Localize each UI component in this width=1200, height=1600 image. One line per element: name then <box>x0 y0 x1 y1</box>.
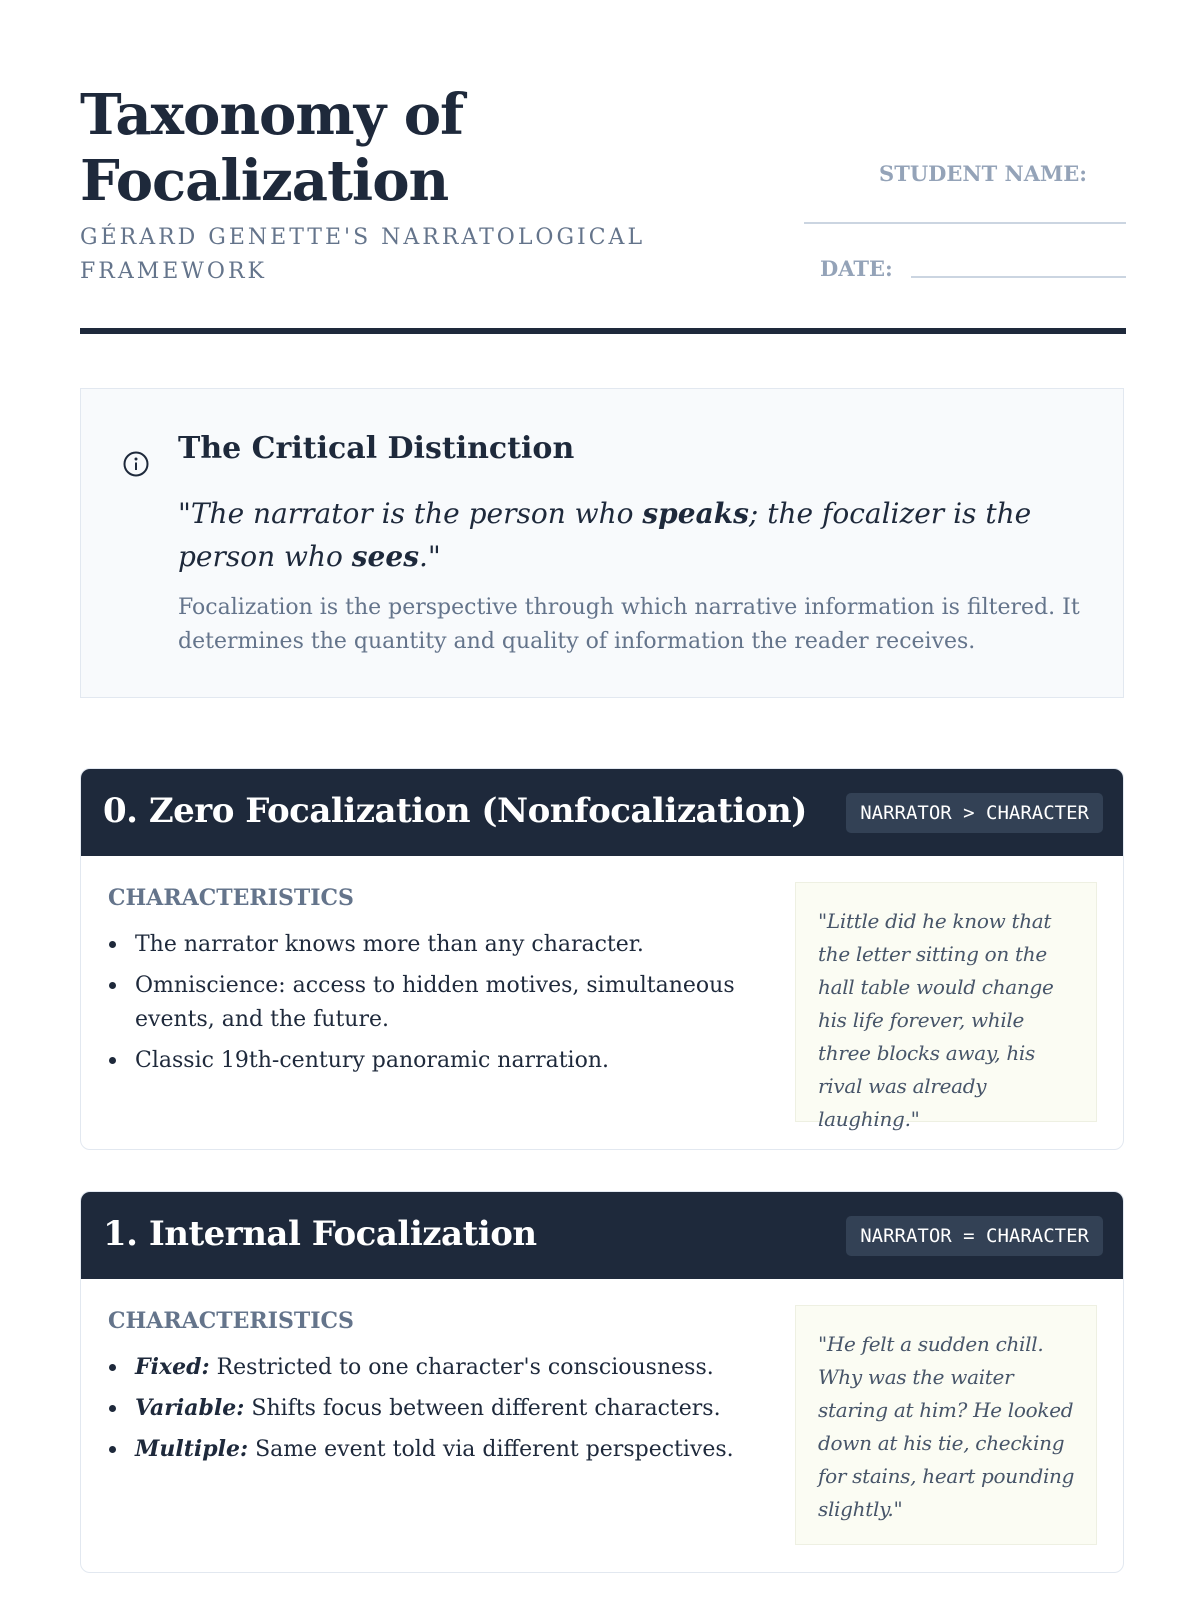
section-title: 0. Zero Focalization (Nonfocalization) <box>103 791 807 831</box>
example-quote-box <box>795 1305 1097 1545</box>
callout-quote: "The narrator is the person who speaks; the focalizer is the person who sees." <box>178 497 1032 573</box>
section-header <box>81 1192 1123 1279</box>
bullet-icon <box>109 941 116 948</box>
list-item: Classic 19th-century panoramic narration. <box>108 1043 748 1078</box>
example-quote: "He felt a sudden chill. Why was the waiter staring at him? He looked down at his tie, checking for stains, heart pounding slightly." <box>818 1332 1075 1521</box>
characteristics-heading: CHARACTERISTICS <box>108 885 354 911</box>
page-title: Taxonomy of Focalization <box>80 82 464 214</box>
relation-badge: NARRATOR = CHARACTER <box>846 1216 1103 1256</box>
list-item: The narrator knows more than any character. <box>108 927 748 962</box>
section-header <box>81 769 1123 856</box>
critical-distinction-callout <box>80 388 1124 698</box>
list-item: Multiple: Same event told via different perspectives. <box>108 1432 748 1467</box>
bullet-icon <box>109 1405 116 1412</box>
bullet-icon <box>109 1364 116 1371</box>
student-name-field[interactable] <box>804 222 1126 224</box>
section-internal-focalization <box>80 1191 1124 1573</box>
characteristics-list <box>108 1350 748 1473</box>
section-zero-focalization <box>80 768 1124 1150</box>
characteristics-list <box>108 927 748 1084</box>
header-divider <box>80 328 1126 334</box>
bullet-icon <box>109 1446 116 1453</box>
example-quote: "Little did he know that the letter sitting on the hall table would change his life forever, while three blocks away, his rival was already laughing." <box>818 909 1054 1131</box>
date-label: DATE: <box>820 256 893 281</box>
info-icon <box>122 450 150 478</box>
student-name-label: STUDENT NAME: <box>879 161 1087 186</box>
bullet-icon <box>109 1057 116 1064</box>
date-field[interactable] <box>911 276 1126 278</box>
characteristics-heading: CHARACTERISTICS <box>108 1308 354 1334</box>
page-subtitle: GÉRARD GENETTE'S NARRATOLOGICAL FRAMEWORK <box>80 225 646 284</box>
section-title: 1. Internal Focalization <box>103 1214 537 1254</box>
example-quote-box <box>795 882 1097 1131</box>
relation-badge: NARRATOR > CHARACTER <box>846 793 1103 833</box>
list-item: Omniscience: access to hidden motives, simultaneous events, and the future. <box>108 968 748 1037</box>
callout-description: Focalization is the perspective through which narrative information is filtered. It determines the quantity and quality of information the reader receives. <box>178 595 1080 654</box>
callout-title: The Critical Distinction <box>178 431 575 466</box>
bullet-icon <box>109 982 116 989</box>
list-item: Fixed: Restricted to one character's consciousness. <box>108 1350 748 1385</box>
list-item: Variable: Shifts focus between different characters. <box>108 1391 748 1426</box>
